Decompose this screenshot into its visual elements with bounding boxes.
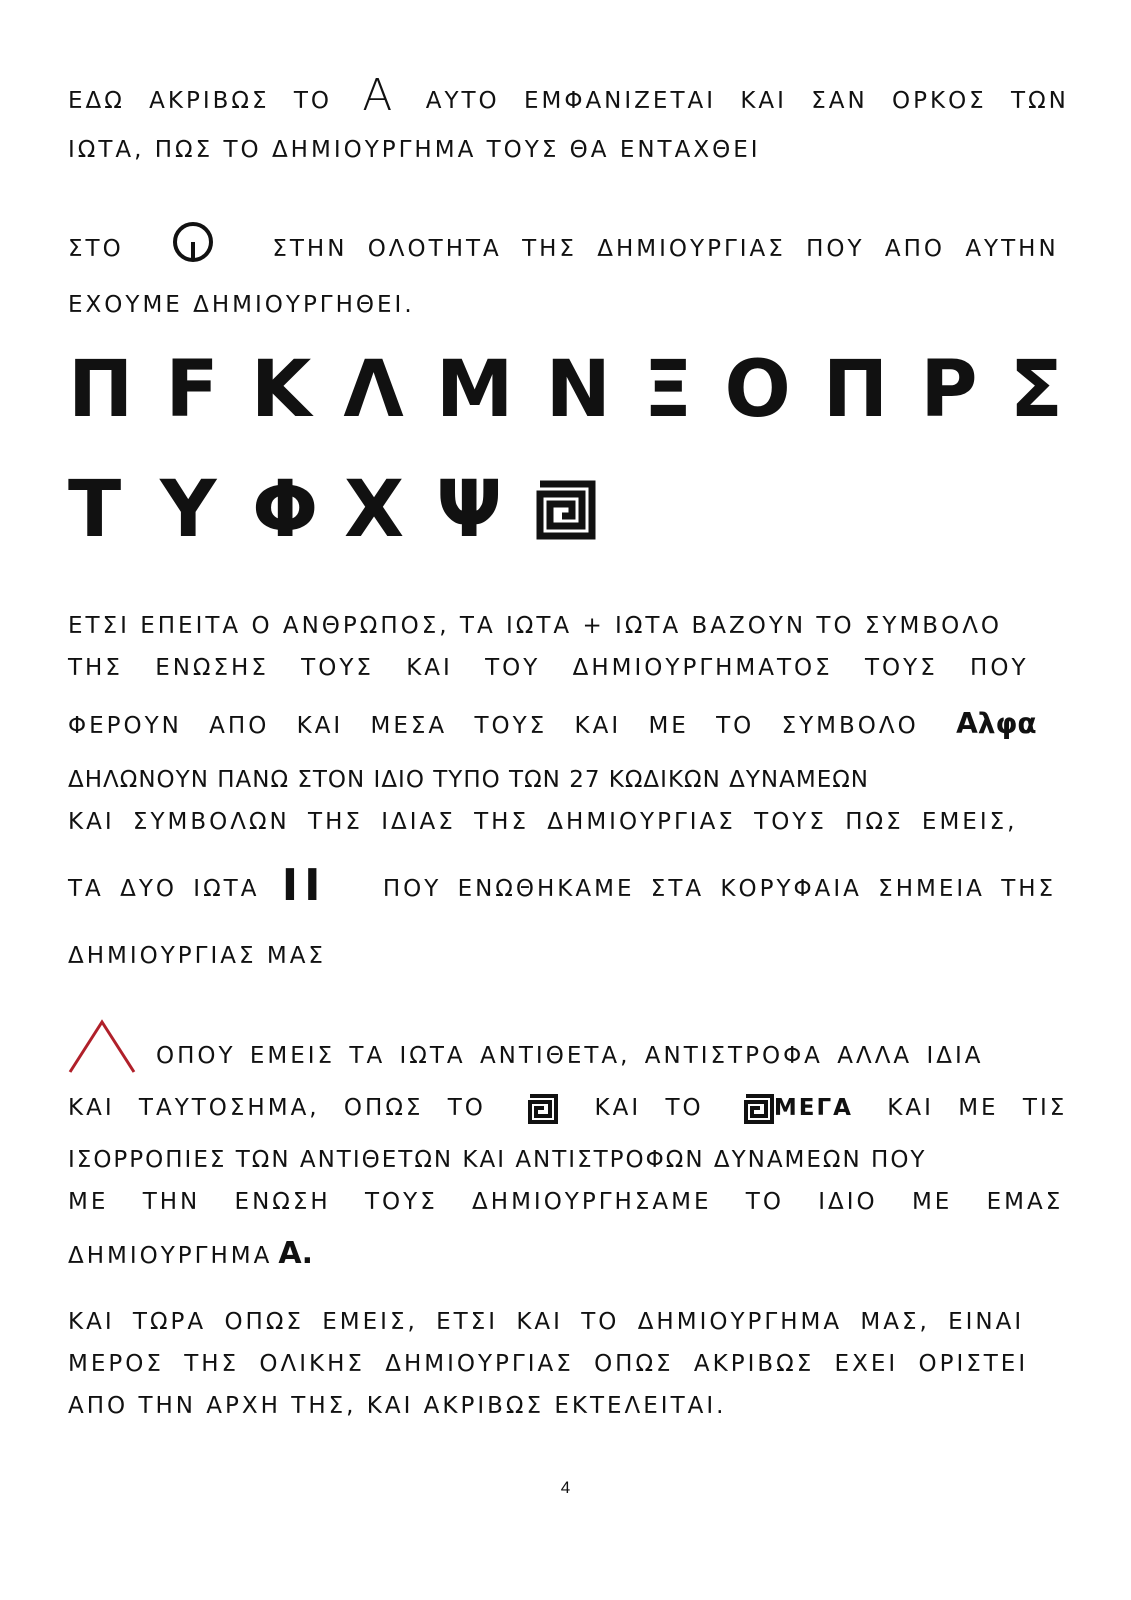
text-span: ΕΔΩ ΑΚΡΙΒΩΣ ΤΟ: [68, 88, 332, 114]
para2-line2: ΤΗΣ ΕΝΩΣΗΣ ΤΟΥΣ ΚΑΙ ΤΟΥ ΔΗΜΙΟΥΡΓΗΜΑΤΟΣ ΤΟΥΣ ΠΟΥ: [68, 655, 1029, 681]
para4-line3: ΑΠΟ ΤΗΝ ΑΡΧΗ ΤΗΣ, ΚΑΙ ΑΚΡΙΒΩΣ ΕΚΤΕΛΕΙΤΑΙ.: [68, 1393, 727, 1419]
para3-line4: ΜΕ ΤΗΝ ΕΝΩΣΗ ΤΟΥΣ ΔΗΜΙΟΥΡΓΗΣΑΜΕ ΤΟ ΙΔΙΟ ΜΕ ΕΜΑΣ: [68, 1189, 1064, 1215]
text-span: ΣΤΗΝ ΟΛΟΤΗΤΑ ΤΗΣ ΔΗΜΙΟΥΡΓΙΑΣ ΠΟΥ ΑΠΟ ΑΥΤΗΝ: [272, 236, 1059, 262]
glyph: F: [165, 345, 219, 435]
para1-line4: ΕΧΟΥΜΕ ΔΗΜΙΟΥΡΓΗΘΕΙ.: [68, 292, 415, 318]
page-number: 4: [560, 1478, 571, 1497]
para1-line2: ΙΩΤΑ, ΠΩΣ ΤΟ ΔΗΜΙΟΥΡΓΗΜΑ ΤΟΥΣ ΘΑ ΕΝΤΑΧΘΕΙ: [68, 137, 761, 163]
glyph: Υ: [160, 465, 217, 555]
para2-line3: [68, 708, 1063, 742]
alpha-symbol-word: Αλφα: [956, 707, 1037, 740]
glyph: Μ: [435, 345, 514, 435]
glyph: Ψ: [436, 465, 503, 555]
para1-line1: [68, 70, 1069, 121]
glyph: Π: [68, 345, 134, 435]
para3-line3: ΙΣΟΡΡΟΠΙΕΣ ΤΩΝ ΑΝΤΙΘΕΤΩΝ ΚΑΙ ΑΝΤΙΣΤΡΟΦΩΝ ΔΥΝΑΜΕΩΝ ΠΟΥ: [68, 1147, 927, 1173]
text-span: ΠΟΥ ΕΝΩΘΗΚΑΜΕ ΣΤΑ ΚΟΡΥΦΑΙΑ ΣΗΜΕΙΑ ΤΗΣ: [382, 876, 1057, 902]
meander-omega-icon: [536, 480, 596, 540]
text-span: ΦΕΡΟΥΝ ΑΠΟ ΚΑΙ ΜΕΣΑ ΤΟΥΣ ΚΑΙ ΜΕ ΤΟ ΣΥΜΒΟΛΟ: [68, 713, 919, 739]
glyph: Ρ: [920, 345, 978, 435]
glyph: Χ: [344, 465, 405, 555]
para2-line4: ΔΗΛΩΝΟΥΝ ΠΑΝΩ ΣΤΟΝ ΙΔΙΟ ΤΥΠΟ ΤΩΝ 27 ΚΩΔΙΚΩΝ ΔΥΝΑΜΕΩΝ: [68, 767, 870, 793]
para4-line1: ΚΑΙ ΤΩΡΑ ΟΠΩΣ ΕΜΕΙΣ, ΕΤΣΙ ΚΑΙ ΤΟ ΔΗΜΙΟΥΡΓΗΜΑ ΜΑΣ, ΕΙΝΑΙ: [68, 1309, 1025, 1335]
glyph: Φ: [252, 465, 319, 555]
meander-omega-small-icon: [744, 1094, 774, 1124]
para2-line6: [68, 860, 1063, 911]
glyph: Σ: [1009, 345, 1063, 435]
text-span: ΔΗΜΙΟΥΡΓΗΜΑ: [68, 1243, 273, 1269]
para3-line1: ΟΠΟΥ ΕΜΕΙΣ ΤΑ ΙΩΤΑ ΑΝΤΙΘΕΤΑ, ΑΝΤΙΣΤΡΟΦΑ ΑΛΛΑ ΙΔΙΑ: [156, 1043, 984, 1069]
large-alpha-letter: Α: [362, 70, 396, 121]
glyph: Ο: [724, 345, 791, 435]
glyph: Ν: [545, 345, 611, 435]
text-span: ΤΑ ΔΥΟ ΙΩΤΑ: [68, 876, 260, 902]
alphabet-row-2: [68, 465, 596, 555]
red-lambda-icon: [66, 1018, 138, 1076]
glyph: Λ: [343, 345, 404, 435]
glyph: Ξ: [643, 345, 693, 435]
omega-word: ΜΕΓΑ: [773, 1095, 853, 1121]
text-span: ΑΥΤΟ ΕΜΦΑΝΙΖΕΤΑΙ ΚΑΙ ΣΑΝ ΟΡΚΟΣ ΤΩΝ: [425, 88, 1069, 114]
bold-alpha-letter: Α.: [278, 1236, 313, 1271]
text-span: ΚΑΙ ΜΕ ΤΙΣ: [887, 1095, 1068, 1121]
para4-line2: ΜΕΡΟΣ ΤΗΣ ΟΛΙΚΗΣ ΔΗΜΙΟΥΡΓΙΑΣ ΟΠΩΣ ΑΚΡΙΒΩΣ ΕΧΕΙ ΟΡΙΣΤΕΙ: [68, 1351, 1029, 1377]
omega-circle-icon: [168, 220, 218, 264]
meander-icon: [528, 1094, 558, 1124]
para3-line5: [68, 1238, 1063, 1272]
glyph: Κ: [250, 345, 312, 435]
para2-line7: ΔΗΜΙΟΥΡΓΙΑΣ ΜΑΣ: [68, 943, 326, 969]
alphabet-row-1: [68, 345, 1063, 435]
para2-line1: ΕΤΣΙ ΕΠΕΙΤΑ Ο ΑΝΘΡΩΠΟΣ, ΤΑ ΙΩΤΑ + ΙΩΤΑ ΒΑΖΟΥΝ ΤΟ ΣΥΜΒΟΛΟ: [68, 613, 1003, 639]
glyph: Π: [822, 345, 889, 435]
text-span: ΣΤΟ: [68, 236, 124, 262]
text-span: ΚΑΙ ΤΟ: [594, 1095, 704, 1121]
text-span: ΚΑΙ ΤΑΥΤΟΣΗΜΑ, ΟΠΩΣ ΤΟ: [68, 1095, 486, 1121]
para1-line3: [68, 220, 1063, 265]
para2-line5: ΚΑΙ ΣΥΜΒΟΛΩΝ ΤΗΣ ΙΔΙΑΣ ΤΗΣ ΔΗΜΙΟΥΡΓΙΑΣ ΤΟΥΣ ΠΩΣ ΕΜΕΙΣ,: [68, 809, 1018, 835]
two-iota-symbol: ΙΙ: [281, 860, 327, 911]
para3-line2: [68, 1092, 1068, 1124]
glyph: Τ: [68, 465, 122, 555]
